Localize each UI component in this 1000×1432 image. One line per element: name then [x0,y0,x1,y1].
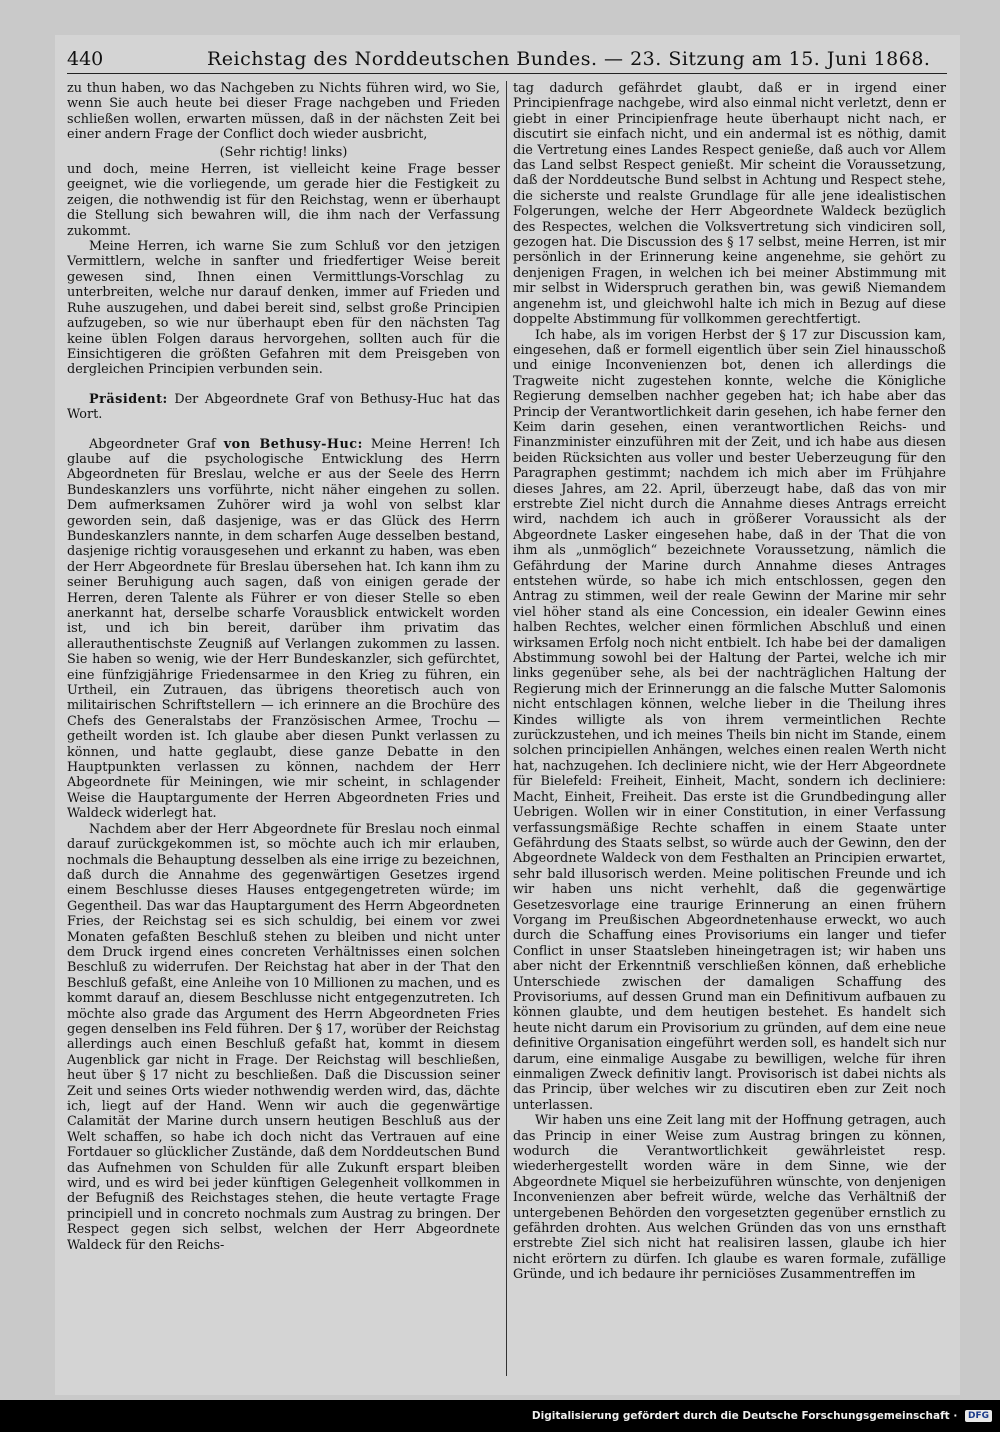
statement-text: Der Abgeordnete Graf von Bethusy-Huc hat das Wort. [67,391,500,423]
paragraph: Wir haben uns eine Zeit lang mit der Hoffnung getragen, auch das Princip in einer Weise zum Austrag bringen zu können, wodurch die Verantwortlichkeit gewährleistet resp. wiederhergestellt worden wäre in dem Sinne, wie der Abgeordnete Miquel sie herbeizuführen wünschte, von denjenigen Inconvenienzen aber befreit würde, welche das Verhältniß der untergebenen Behörden den vorgesetzten gegenüber ernstlich zu gefährden drohten. Aus welchen Gründen das von uns ernsthaft erstrebte Ziel sich nicht hat realisiren lassen, glaube ich hier nicht erörtern zu dürfen. Ich glaube es waren formale, zufällige Gründe, und ich bedaure ihr perniciöses Zusammentreffen im [513,1113,946,1283]
right-text-column [513,81,946,1381]
dfg-logo: DFG [965,1410,992,1422]
paragraph: Meine Herren, ich warne Sie zum Schluß vor den jetzigen Vermittlern, welche in sanfter und friedfertiger Weise bereit gewesen sind, Ihnen einen Vermittlungs-Vorschlag zu unterbreiten, welche nur darauf denken, immer auf Frieden und Ruhe auszugehen, und dabei bereit sind, selbst große Principien aufzugeben, so wie nur überhaupt eben für den nächsten Tag keine üblen Folgen daraus hervorgehen, sollten auch für die Einsichtigeren die größten Gefahren mit dem Preisgeben von dergleichen Principien verbunden sein. [67,239,500,378]
speaker-name: von Bethusy-Huc: [223,436,363,452]
paragraph: zu thun haben, wo das Nachgeben zu Nichts führen wird, wo Sie, wenn Sie auch heute bei dieser Frage nachgeben und Frieden schließen wollen, erwarten müssen, daß in der nächsten Zeit bei einer andern Frage der Conflict doch wieder ausbricht, [67,81,500,143]
paragraph: Ich habe, als im vorigen Herbst der § 17 zur Discussion kam, eingesehen, daß er formell eigentlich über sein Ziel hinausschoß und einige Inconvenienzen bot, denen ich allerdings die Tragweite nicht zugestehen konnte, welche die Königliche Regierung demselben nachher gegeben hat; ich habe aber das Princip der Verantwortlichkeit darin gesehen, ich habe ferner den Keim darin gesehen, einen verantwortlichen Reichs- und Finanzminister einzuführen mit der Zeit, und ich habe aus diesen beiden Rücksichten aus voller und bester Ueberzeugung für den Paragraphen gestimmt; nachdem ich mich aber im Frühjahre dieses Jahres, am 22. April, überzeugt habe, daß das von mir erstrebte Ziel nicht durch die Annahme dieses Antrags erreicht wird, nachdem ich auch in größerer Voraussicht als der Abgeordnete Lasker eingesehen habe, daß in der That die von ihm als „unmöglich“ bezeichnete Voraussetzung, nämlich die Gefährdung der Marine durch Annahme dieses Antrages entstehen würde, so habe ich mich entschlossen, gegen den Antrag zu stimmen, weil der reale Gewinn der Marine mir sehr viel höher stand als eine Concession, ein idealer Gewinn eines halben Rechtes, welcher einen förmlichen Abschluß und einen wirksamen Erfolg noch nicht entbielt. Ich habe bei der damaligen Abstimmung sowohl bei der Haltung der Partei, welche ich mir links gegenüber sehe, als bei der nachträglichen Haltung der Regierung mich der Erinnerungg an die falsche Mutter Salomonis nicht entschlagen können, welche lieber in die Theilung ihres Kindes willigte als von ihrem vermeintlichen Rechte zurückzustehen, und ich meines Theils bin nicht im Stande, einem solchen principiellen Anhängen, welches einen realen Werth nicht hat, nachzugehen. Ich decliniere nicht, wie der Herr Abgeordnete für Bielefeld: Freiheit, Einheit, Macht, sondern ich decliniere: Macht, Einheit, Freiheit. Das erste ist die Grundbedingung aller Uebrigen. Wollen wir in einer Constitution, in einer Verfassung verfassungsmäßige Rechte schaffen in einem Staate unter Gefährdung des Staats selbst, so würde auch der Gewinn, den der Abgeordnete Waldeck von dem Festhalten an Principien erwartet, sehr bald illusorisch werden. Meine politischen Freunde und ich wir haben uns nicht verhehlt, daß die gegenwärtige Gesetzesvorlage eine traurige Erinnerung an einen frühern Vorgang im Preußischen Abgeordnetenhause erweckt, wo auch durch die Schaffung eines Provisoriums ein langer und tiefer Conflict in unser Staatsleben hineingetragen ist; wir haben uns aber nicht der Erkenntniß verschließen können, daß erhebliche Unterschiede zwischen der damaligen Schaffung des Provisoriums, auf dessen Grund man ein Definitivum aufbauen zu können glaubte, und dem heutigen bestehet. Es handelt sich heute nicht darum ein Provisorium zu gründen, auf dem eine neue definitive Organisation eingeführt werden soll, es handelt sich nur darum, eine einmalige Ausgabe zu bewilligen, welche für ihren einmaligen Zweck definitiv langt. Provisorisch ist dabei nichts als das Princip, über welches wir zu discutiren eben zur Zeit noch unterlassen. [513,327,946,1113]
page-header [67,45,947,74]
speech-paragraph [67,437,500,822]
interjection: (Sehr richtig! links) [219,144,348,160]
paragraph: tag dadurch gefährdet glaubt, daß er in irgend einer Principienfrage nachgebe, wird also einmal nicht verletzt, denn er giebt in einer Principienfrage heute überhaupt nicht nach, er discutirt sie einfach nicht, und ein andermal ist es nöthig, damit die Vertretung eines Landes Respect genieße, daß auch vor Allem das Land selbst Respect genießt. Mir scheint die Voraussetzung, daß der Norddeutsche Bund selbst in Achtung und Respect stehe, die sicherste und realste Grundlage für alle jene idealistischen Folgerungen, welche der Herr Abgeordnete Waldeck bezüglich des Respectes, welchen die Volksvertretung sich vindiciren soll, gezogen hat. Die Discussion des § 17 selbst, meine Herren, ist mir persönlich in der Erinnerung keine angenehme, sie gehört zu denjenigen Fragen, in welchen ich bei meiner Abstimmung mit mir selbst in Widerspruch gerathen bin, was gewiß Niemandem angenehm ist, und gleichwohl halte ich mich in Bezug auf diese doppelte Abstimmung für vollkommen gerechtfertigt. [513,81,946,328]
document-page [55,35,960,1395]
left-text-column [67,81,500,1381]
speaker-label: Präsident: [89,391,168,407]
page-number: 440 [67,48,104,70]
digitization-footer [532,1410,992,1428]
president-statement [67,392,500,423]
paragraph: und doch, meine Herren, ist vielleicht keine Frage besser geeignet, wie die vorliegende, um gerade hier die Festigkeit zu zeigen, die nothwendig ist für den Reichstag, wenn er überhaupt die Stellung sich bewahren will, die ihm nach der Verfassung zukommt. [67,162,500,239]
speaker-intro: Abgeordneter Graf [89,436,216,452]
footer-text: Digitalisierung gefördert durch die Deutsche Forschungsgemeinschaft · [531,1410,958,1422]
running-title: Reichstag des Norddeutschen Bundes. — 23. Sitzung am 15. Juni 1868. [207,48,931,70]
paragraph: Nachdem aber der Herr Abgeordnete für Breslau noch einmal darauf zurückgekommen ist, so möchte auch ich mir erlauben, nochmals die Behauptung desselben als eine irrige zu bezeichnen, daß durch die Annahme des gegenwärtigen Gesetzes irgend einem Beschlusse dieses Hauses entgegengetreten würde; im Gegentheil. Das war das Hauptargument des Herrn Abgeordneten Fries, der Reichstag sei es sich schuldig, bei einem vor zwei Monaten gefaßten Beschluß stehen zu bleiben und nicht unter dem Druck irgend eines concreten Verhältnisses einen solchen Beschluß zu widerrufen. Der Reichstag hat aber in der That den Beschluß gefaßt, eine Anleihe von 10 Millionen zu machen, und es kommt darauf an, diesem Beschlusse nicht entgegenzutreten. Ich möchte also grade das Argument des Herrn Abgeordneten Fries gegen denselben ins Feld führen. Der § 17, worüber der Reichstag allerdings auch einen Beschluß gefaßt hat, kommt in diesem Augenblick gar nicht in Frage. Der Reichstag will beschließen, heut über § 17 nicht zu beschließen. Daß die Discussion seiner Zeit und seines Orts wieder nothwendig werden wird, das, dächte ich, liegt auf der Hand. Wenn wir auch die gegenwärtige Calamität der Marine durch unsern heutigen Beschluß aus der Welt schaffen, so habe ich doch nicht das Vertrauen auf eine Fortdauer so glücklicher Zustände, daß dem Norddeutschen Bund das Aufnehmen von Schulden für alle Zukunft erspart bleiben wird, und es wird bei jeder künftigen Gelegenheit vollkommen in der Befugniß des Reichstages stehen, die heute vertagte Frage principiell und in concreto nochmals zum Austrag zu bringen. Der Respect gegen sich selbst, welchen der Herr Abgeordnete Waldeck für den Reichs- [67,821,500,1253]
speech-text: Meine Herren! Ich glaube auf die psychologische Entwicklung des Herrn Abgeordneten für Breslau, welche er aus der Seele des Herrn Bundeskanzlers uns vorführte, nicht näher eingehen zu sollen. Dem aufmerksamen Zuhörer wird ja wohl von selbst klar geworden sein, daß dasjenige, was er das Glück des Herrn Bundeskanzlers nannte, in dem scharfen Auge desselben bestand, dasjenige richtig vorausgesehen und erkannt zu haben, was eben der Herr Abgeordnete für Breslau übersehen hat. Ich kann ihm zu seiner Beruhigung auch sagen, daß von einigen gerade der Herren, deren Talente als Führer er von dieser Stelle so eben anerkannt hat, derselbe scharfe Vorausblick entwickelt worden ist, und ich bin bereit, darüber ihm privatim das allerauthentischste Zeugniß auf Verlangen zukommen zu lassen. Sie haben so wenig, wie der Herr Bundeskanzler, sich gefürchtet, eine fünfzigjährige Friedensarmee in den Krieg zu führen, ein Urtheil, ein Zutrauen, das übrigens theoretisch auch von militairischen Schriftstellern — ich erinnere an die Brochüre des Chefs des Generalstabs der Französischen Armee, Trochu — getheilt worden ist. Ich glaube aber diesen Punkt verlassen zu können, und hatte geglaubt, diese ganze Debatte in den Hauptpunkten verlassen zu können, nachdem der Herr Abgeordnete für Meiningen, wie mir scheint, in schlagender Weise die Hauptargumente der Herren Abgeordneten Fries und Waldeck widerlegt hat. [67,436,500,822]
column-divider [506,81,507,1376]
